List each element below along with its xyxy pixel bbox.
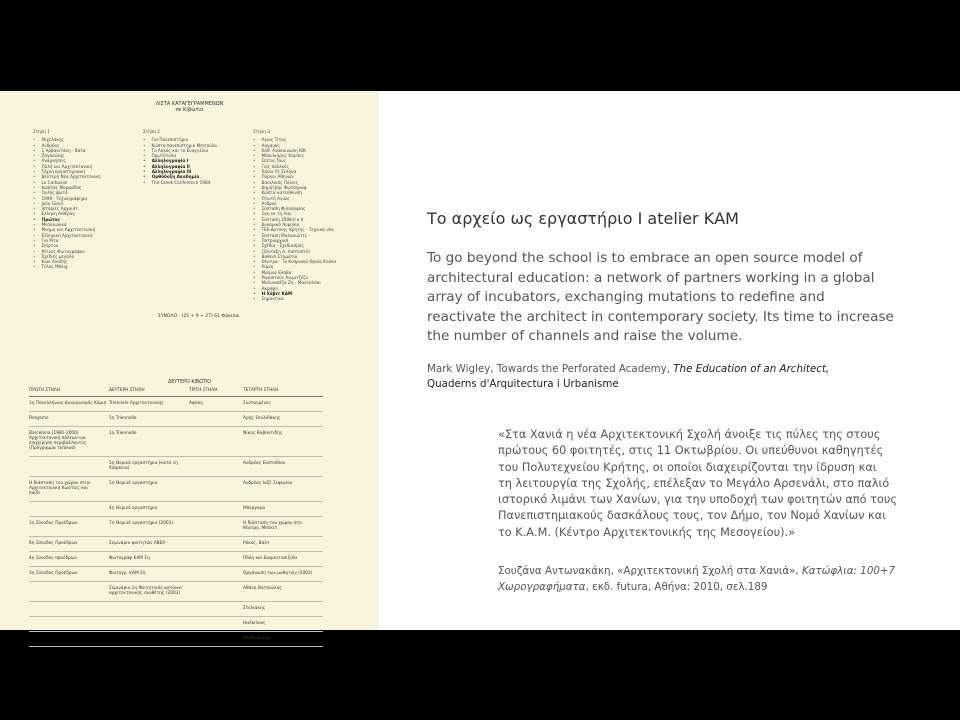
quote-line: το Κ.Α.Μ. (Κέντρο Αρχιτεκτονικής της Μεσογείου).»: [498, 525, 796, 539]
list-item: • Για Πανεπιστήμιο: [143, 137, 217, 142]
column-header: Στήλη 1: [33, 129, 50, 134]
list-item: • Η Χάβιτ ΚΑΜ: [253, 291, 336, 296]
list-item: • Για Ρίτα: [33, 238, 101, 243]
list-item: • Ανδρος: [253, 201, 336, 206]
quote-line: πρώτους 60 φοιτητές, στις 11 Οκτωβρίου. Οι υπεύθυνοι καθηγητές: [498, 444, 884, 458]
table-cell: [189, 477, 243, 502]
table-cell: 1η Triennalle: [109, 427, 189, 457]
quote-line: ιστορικό λιμάνι των Χανίων, για την υποδοχή των φοιτητών από τους: [498, 493, 898, 507]
citation-publication: , εκδ. futura, Αθήνα: 2010, σελ.189: [585, 581, 768, 593]
table-row: [29, 427, 323, 457]
table-row: [29, 502, 323, 517]
table-header: ΤΕΤΑΡΤΗ ΣΤΗΛΗ: [243, 388, 323, 397]
list-item: • Μνήμη και Αρχιτεκτονική: [33, 227, 101, 232]
list-item: • Δημήτρης Φωτόγραφ: [253, 185, 336, 190]
list-item: • Μπουλιάρης Καμπος: [253, 153, 336, 158]
table-cell: [109, 632, 189, 647]
table-cell: [29, 602, 109, 617]
quote-line: To go beyond the school is to embrace an open source model of: [427, 250, 863, 266]
table-cell: Ηαλίκλους: [243, 617, 323, 632]
list-item: • Πύργοι Αθηνών: [253, 174, 336, 179]
table-header: ΔΕΥΤΕΡΗ ΣΤΗΛΗ: [109, 388, 189, 397]
list-item: • (Σύνταξη Α. Λαπτοστύ): [253, 249, 336, 254]
list-item: • Μαλιναπέζα Ζη - Μανταλάκι: [253, 280, 336, 285]
table-cell: [189, 617, 243, 632]
list-item: • Βαθειά Σταμάτιο: [253, 254, 336, 259]
table-header: ΠΡΩΤΗ ΣΤΗΛΗ: [29, 388, 109, 397]
table-cell: Η διάσταση του χώρου στο θέατρο, Μπέκετ: [243, 517, 323, 537]
citation-author: Σουζάνα Αντωνακάκη, «Αρχιτεκτονική Σχολή στα Χανιά»,: [498, 565, 803, 577]
table-cell: Αφίσες: [189, 397, 243, 412]
table-cell: Οργάνωση των μαθητών (2002): [243, 567, 323, 582]
table-cell: Πόλη και Διαμεντοσιζσία: [243, 552, 323, 567]
list-item: • 1999 - Τεχνογράφημα: [33, 196, 101, 201]
list-item: • Σημαντικά: [253, 296, 336, 301]
list-item: • Κιοκ Αναδής: [33, 259, 101, 264]
quote-line: Πανεπιστημιακούς δασκάλους τους, τον Δήμο, τον Νομό Χανίων και: [498, 509, 886, 523]
document-subtitle: σε Κιβώτια: [175, 107, 204, 113]
table-row: [29, 582, 323, 602]
table-row: [29, 602, 323, 617]
citation-title: Κατώφλια: 100+7: [802, 565, 896, 577]
list-item: • Κώστα πανεπιστήμιο Μπιτούλα: [143, 143, 217, 148]
table-cell: Barcelona (1981-2000) Αρχιτεκτονική πόλεων και επιχείρηση περιβάλλοντος (Πρόγραμμα τοπικού): [29, 427, 109, 457]
citation-title: The Education of an Architect,: [673, 363, 830, 375]
column-1: [33, 129, 101, 270]
list-item: • Καθ. Ανακοινωση ΚΙΚ: [253, 148, 336, 153]
list-item: • Σπίρτου: [33, 243, 101, 248]
table-row: [29, 477, 323, 502]
quote-line: τη λειτουργία της Σχολής, επέλεξαν το Μεγάλο Αρσενάλι, στο παλιό: [498, 476, 890, 490]
table-row: [29, 537, 323, 552]
table-row: [29, 397, 323, 412]
table-cell: [29, 457, 109, 477]
table-cell: 5η Θερινό εργαστήριο (κατά τη διάρκεια): [109, 457, 189, 477]
archive-document-scan: [0, 91, 379, 641]
table-cell: Σεμινάριο 1η Φοιτητικός κατοικο αρχιτεκτονικής συνθέτης (2003): [109, 582, 189, 602]
list-item: • Σπίτια Τους: [253, 158, 336, 163]
table-cell: [189, 552, 243, 567]
table-row: [29, 632, 323, 647]
table-cell: [29, 502, 109, 517]
table-cell: [189, 427, 243, 457]
list-item: • Το Ασκός και το Ευαγγέλιο: [143, 148, 217, 153]
table-cell: [189, 412, 243, 427]
list-item: • Ιστορίες Αρχαιότ.: [33, 206, 101, 211]
table-cell: [189, 567, 243, 582]
list-item: • ΤΕΕ-Δυτικής Κρήτης - Τεχνικά νέα: [253, 227, 336, 232]
list-item: • Ελληνική Αρχιτεκτονική: [33, 233, 101, 238]
citation-author: Mark Wigley, Towards the Perforated Academy,: [427, 363, 674, 375]
column-header: Στήλη 3: [253, 129, 270, 134]
list-item: • Ντίνος Φωτογράφου: [33, 249, 101, 254]
wigley-quote: [427, 249, 917, 347]
list-item: • Ακράφη: [253, 286, 336, 291]
column-header: Στήλη 2: [143, 129, 160, 134]
list-item: • Μεσαιωνικά: [33, 222, 101, 227]
slide-heading: Το αρχείο ως εργαστήριο I atelier ΚΑΜ: [427, 209, 739, 228]
table-cell: Θεοδωράκης: [243, 632, 323, 647]
table-cell: Φωτογράφ ΚΑΜ 1η: [109, 552, 189, 567]
list-item: • Πατριαρχικό: [253, 238, 336, 243]
list-item: • Λίμνη: [253, 264, 336, 269]
document-title: ΛΙΣΤΑ ΚΑΤΑΓΕΓΡΑΜΜΕΝΩΝ: [155, 101, 224, 107]
table-cell: Αθάνη Βατσιώλας: [243, 582, 323, 602]
table-cell: Άρης Σπυλιδάκης: [243, 412, 323, 427]
list-item: • Σύσταση 2008 ΙΙ κ.ΙΙ: [253, 217, 336, 222]
list-item: • Σύσταση Φιλοσοφίας: [253, 206, 336, 211]
table-row: [29, 457, 323, 477]
list-item: • 1 Αρβανιτάκη - Βάτα: [33, 148, 101, 153]
table-cell: [29, 632, 109, 647]
table-cell: 3η Σύνοδος Προέδρων: [29, 567, 109, 582]
quote-line: του Πολυτεχνείου Κρήτης, οι οποίοι διαχειρίζονται την ίδρυση και: [498, 460, 877, 474]
table-cell: 7η Θερινό εργαστήριο (2003): [109, 517, 189, 537]
table-cell: Μπεργαμο: [243, 502, 323, 517]
table-cell: [189, 517, 243, 537]
table-cell: 3η Σύνοδος Προέδρων: [29, 517, 109, 537]
table-cell: Ανδρέας Ευσταθίου: [243, 457, 323, 477]
second-box-title: ΔΕΥΤΕΡΟ ΚΙΒΩΤΙΟ: [167, 380, 212, 385]
list-item: • Χάνια Ρε Σελήνα: [253, 169, 336, 174]
table-cell: 4η Θερινό εργαστήριο: [109, 502, 189, 517]
list-item: • Μαιμού Ελάβα: [253, 270, 336, 275]
slide: [0, 91, 960, 641]
list-item: • Αλληλογραφία Ι: [143, 158, 217, 163]
quote-line: the number of channels and raise the volume.: [427, 328, 743, 344]
list-item: • Ζάγκουλης: [33, 153, 101, 158]
list-item: • Αλληλογραφία ΙΙΙ: [143, 169, 217, 174]
table-cell: [29, 582, 109, 602]
wigley-citation: [427, 362, 829, 392]
table-cell: 5η Triennalle: [109, 412, 189, 427]
list-item: • Le Corbusier: [33, 180, 101, 185]
table-cell: Triennale Αρχιτεκτονικής: [109, 397, 189, 412]
table-cell: Νίκος Βαβαντιδης: [243, 427, 323, 457]
list-item: • Σχέδιο - Σχεδιασμός: [253, 243, 336, 248]
list-item: • Πτωτή Αγιώς: [253, 196, 336, 201]
table-cell: Στελιάκης: [243, 602, 323, 617]
table-cell: Φωτογρ. ΚΑΜ 2η: [109, 567, 189, 582]
antonakaki-quote: [498, 427, 918, 541]
table-cell: [189, 457, 243, 477]
table-row: [29, 567, 323, 582]
list-item: • Δυναμικό Αυρηλιο: [253, 222, 336, 227]
list-item: • Julio Girod: [33, 201, 101, 206]
table-row: [29, 517, 323, 537]
list-item: • Τέλος Μπλιχ: [33, 264, 101, 269]
list-item: • Κώστα κατεύθυνση: [253, 190, 336, 195]
table-cell: Ανδρέας Ιαζέ Σεφερίου: [243, 477, 323, 502]
table-cell: Σεμινάριο φοιτητών ΑΒΕΑ: [109, 537, 189, 552]
list-item: • Θέατρα - Το Κυπριακό Θραίο Κούπα: [253, 259, 336, 264]
list-item: • Ορθόδοξη Ακαδημία: [143, 174, 217, 179]
list-item: • Πόλη και Αρχιτεκτονική: [33, 164, 101, 169]
table-cell: [109, 617, 189, 632]
quote-line: reactivate the architect in contemporary society. Its time to increase: [427, 308, 894, 325]
table-cell: Bergamo: [29, 412, 109, 427]
table-cell: [29, 617, 109, 632]
table-cell: [189, 602, 243, 617]
table-row: [29, 552, 323, 567]
table-cell: [189, 502, 243, 517]
table-cell: 5η Θερινό εργαστήριο: [109, 477, 189, 502]
table-cell: 4η Σύνοδος προέδρων: [29, 552, 109, 567]
table-cell: [109, 602, 189, 617]
list-item: • 2αη εκ τη Λας: [253, 211, 336, 216]
list-item: • Δεύτερη Νεα Αρχιτεκτονική: [33, 174, 101, 179]
table-cell: [189, 537, 243, 552]
second-box-table: [29, 388, 323, 647]
list-item: • The Greek Conference 1984: [143, 180, 217, 185]
column-2: [143, 129, 217, 185]
table-row: [29, 412, 323, 427]
list-item: • Ανδρέας: [33, 143, 101, 148]
table-cell: Η διάσταση του χώρου στην Αρχιτεκτονική Κωστιες και παιδί: [29, 477, 109, 502]
table-cell: Ρόκος, Βάλτ: [243, 537, 323, 552]
list-item: • Μιχελάκης: [33, 137, 101, 142]
table-cell: [189, 582, 243, 602]
citation-publication: Quaderns d'Arquitectura i Urbanisme: [427, 378, 619, 390]
list-item: • Πρωτότυπα: [143, 153, 217, 158]
list-item: • Ουλής φωτό: [33, 190, 101, 195]
citation-title-cont: Χωρογραφήματα: [498, 581, 586, 593]
list-item: • Βασιλικός Πόλεις: [253, 180, 336, 185]
table-cell: Συνταγμένες: [243, 397, 323, 412]
quote-line: architectural education: a network of partners working in a global: [427, 269, 875, 286]
quote-line: «Στα Χανιά η νέα Αρχιτεκτονική Σχολή άνοιξε τις πύλες της στους: [498, 428, 881, 441]
list-item: • Πρώτος: [33, 217, 101, 222]
table-row: [29, 617, 323, 632]
shelf-total-note: ΣΥΝΟΛΟ - (25 + 9 + 27) 61 Φάκελοι: [158, 314, 240, 319]
table-cell: [189, 632, 243, 647]
column-3: [253, 129, 336, 302]
quote-line: array of incubators, exchanging mutations to redefine and: [427, 289, 825, 305]
list-item: • Αναμνήσεις: [33, 158, 101, 163]
list-item: • Κώστας Μαρμάδος: [33, 185, 101, 190]
list-item: • Γιος πολλούς: [253, 164, 336, 169]
list-item: • Ρυμυστούν Ανιμιτζέζο: [253, 275, 336, 280]
list-item: • Λαγανάς: [253, 143, 336, 148]
list-item: • Αγιος Τίτος: [253, 137, 336, 142]
table-header: ΤΡΙΤΗ ΣΤΗΛΗ: [189, 388, 243, 397]
antonakaki-citation: [498, 563, 895, 595]
list-item: • Σχεδιες μεγάλο: [33, 254, 101, 259]
list-item: • Ελληνη Αιθέρας: [33, 211, 101, 216]
table-cell: 3η Πανελλήνιος Διαγωνισμός Κόμισ: [29, 397, 109, 412]
list-item: • Σύσταση Μαλανιώτες -: [253, 233, 336, 238]
table-cell: 6η Σύνοδος Προέδρων: [29, 537, 109, 552]
list-item: • Αλληλογραφία ΙΙ: [143, 164, 217, 169]
list-item: • Τέχνη εργαστηριακή: [33, 169, 101, 174]
